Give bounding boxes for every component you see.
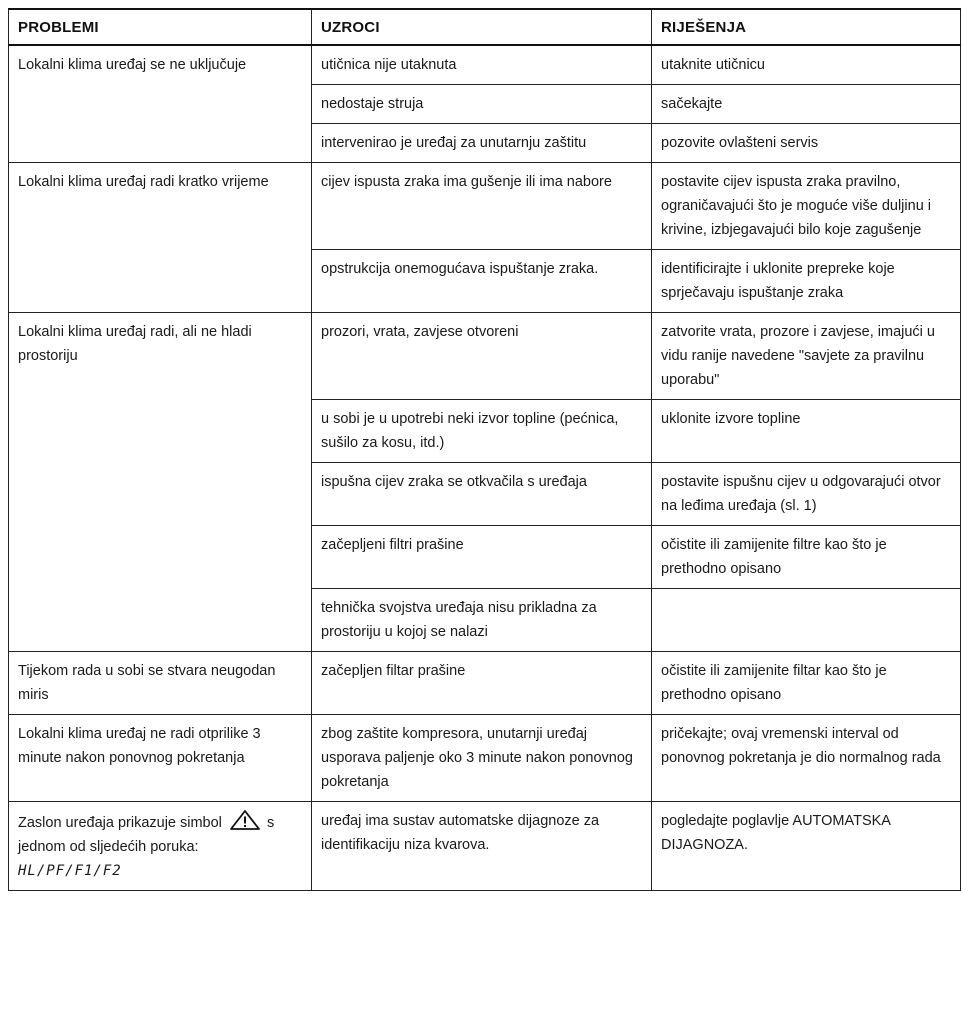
cause-cell: utičnica nije utaknuta xyxy=(312,45,652,85)
problem-cell: Lokalni klima uređaj se ne uključuje xyxy=(9,45,312,163)
solution-cell xyxy=(652,589,961,652)
problem-cell: Lokalni klima uređaj radi, ali ne hladi prostoriju xyxy=(9,313,312,652)
solution-cell: pričekajte; ovaj vremenski interval od ponovnog pokretanja je dio normalnog rada xyxy=(652,715,961,802)
solution-cell: postavite ispušnu cijev u odgovarajući otvor na leđima uređaja (sl. 1) xyxy=(652,463,961,526)
solution-cell: identificirajte i uklonite prepreke koje sprječavaju ispuštanje zraka xyxy=(652,250,961,313)
problem-cell: Lokalni klima uređaj radi kratko vrijeme xyxy=(9,163,312,313)
cause-cell: začepljen filtar prašine xyxy=(312,652,652,715)
problem-cell xyxy=(9,802,312,891)
table-row xyxy=(9,652,961,715)
table-row xyxy=(9,715,961,802)
cause-cell: zbog zaštite kompresora, unutarnji uređaj usporava paljenje oko 3 minute nakon ponovnog pokretanja xyxy=(312,715,652,802)
cause-cell: ispušna cijev zraka se otkvačila s uređaja xyxy=(312,463,652,526)
table-row xyxy=(9,163,961,250)
header-problems: PROBLEMI xyxy=(9,9,312,45)
table-header-row xyxy=(9,9,961,45)
solution-cell: očistite ili zamijenite filtar kao što je prethodno opisano xyxy=(652,652,961,715)
warning-triangle-icon xyxy=(229,809,261,831)
table-row xyxy=(9,802,961,891)
cause-cell: u sobi je u upotrebi neki izvor topline (pećnica, sušilo za kosu, itd.) xyxy=(312,400,652,463)
table-row xyxy=(9,45,961,85)
cause-cell: uređaj ima sustav automatske dijagnoze za identifikaciju niza kvarova. xyxy=(312,802,652,891)
cause-cell: začepljeni filtri prašine xyxy=(312,526,652,589)
header-solutions: RIJEŠENJA xyxy=(652,9,961,45)
solution-cell: sačekajte xyxy=(652,85,961,124)
problem-cell: Tijekom rada u sobi se stvara neugodan miris xyxy=(9,652,312,715)
solution-cell: pogledajte poglavlje AUTOMATSKA DIJAGNOZA. xyxy=(652,802,961,891)
problem-cell: Lokalni klima uređaj ne radi otprilike 3 minute nakon ponovnog pokretanja xyxy=(9,715,312,802)
cause-cell: opstrukcija onemogućava ispuštanje zraka. xyxy=(312,250,652,313)
troubleshooting-table xyxy=(8,8,961,891)
problem-text: Zaslon uređaja prikazuje simbol xyxy=(18,815,222,831)
error-codes: HL/PF/F1/F2 xyxy=(18,863,122,879)
header-causes: UZROCI xyxy=(312,9,652,45)
solution-cell: očistite ili zamijenite filtre kao što je prethodno opisano xyxy=(652,526,961,589)
solution-cell: uklonite izvore topline xyxy=(652,400,961,463)
table-row xyxy=(9,313,961,400)
cause-cell: prozori, vrata, zavjese otvoreni xyxy=(312,313,652,400)
cause-cell: intervenirao je uređaj za unutarnju zaštitu xyxy=(312,124,652,163)
solution-cell: utaknite utičnicu xyxy=(652,45,961,85)
problem-text: s jednom od sljedećih poruka: xyxy=(18,815,275,855)
solution-cell: zatvorite vrata, prozore i zavjese, imajući u vidu ranije navedene "savjete za pravilnu uporabu" xyxy=(652,313,961,400)
cause-cell: cijev ispusta zraka ima gušenje ili ima nabore xyxy=(312,163,652,250)
cause-cell: nedostaje struja xyxy=(312,85,652,124)
solution-cell: postavite cijev ispusta zraka pravilno, ograničavajući što je moguće više duljinu i krivine, izbjegavajući bilo koje zagušenje xyxy=(652,163,961,250)
table-body xyxy=(9,45,961,891)
solution-cell: pozovite ovlašteni servis xyxy=(652,124,961,163)
cause-cell: tehnička svojstva uređaja nisu prikladna za prostoriju u kojoj se nalazi xyxy=(312,589,652,652)
